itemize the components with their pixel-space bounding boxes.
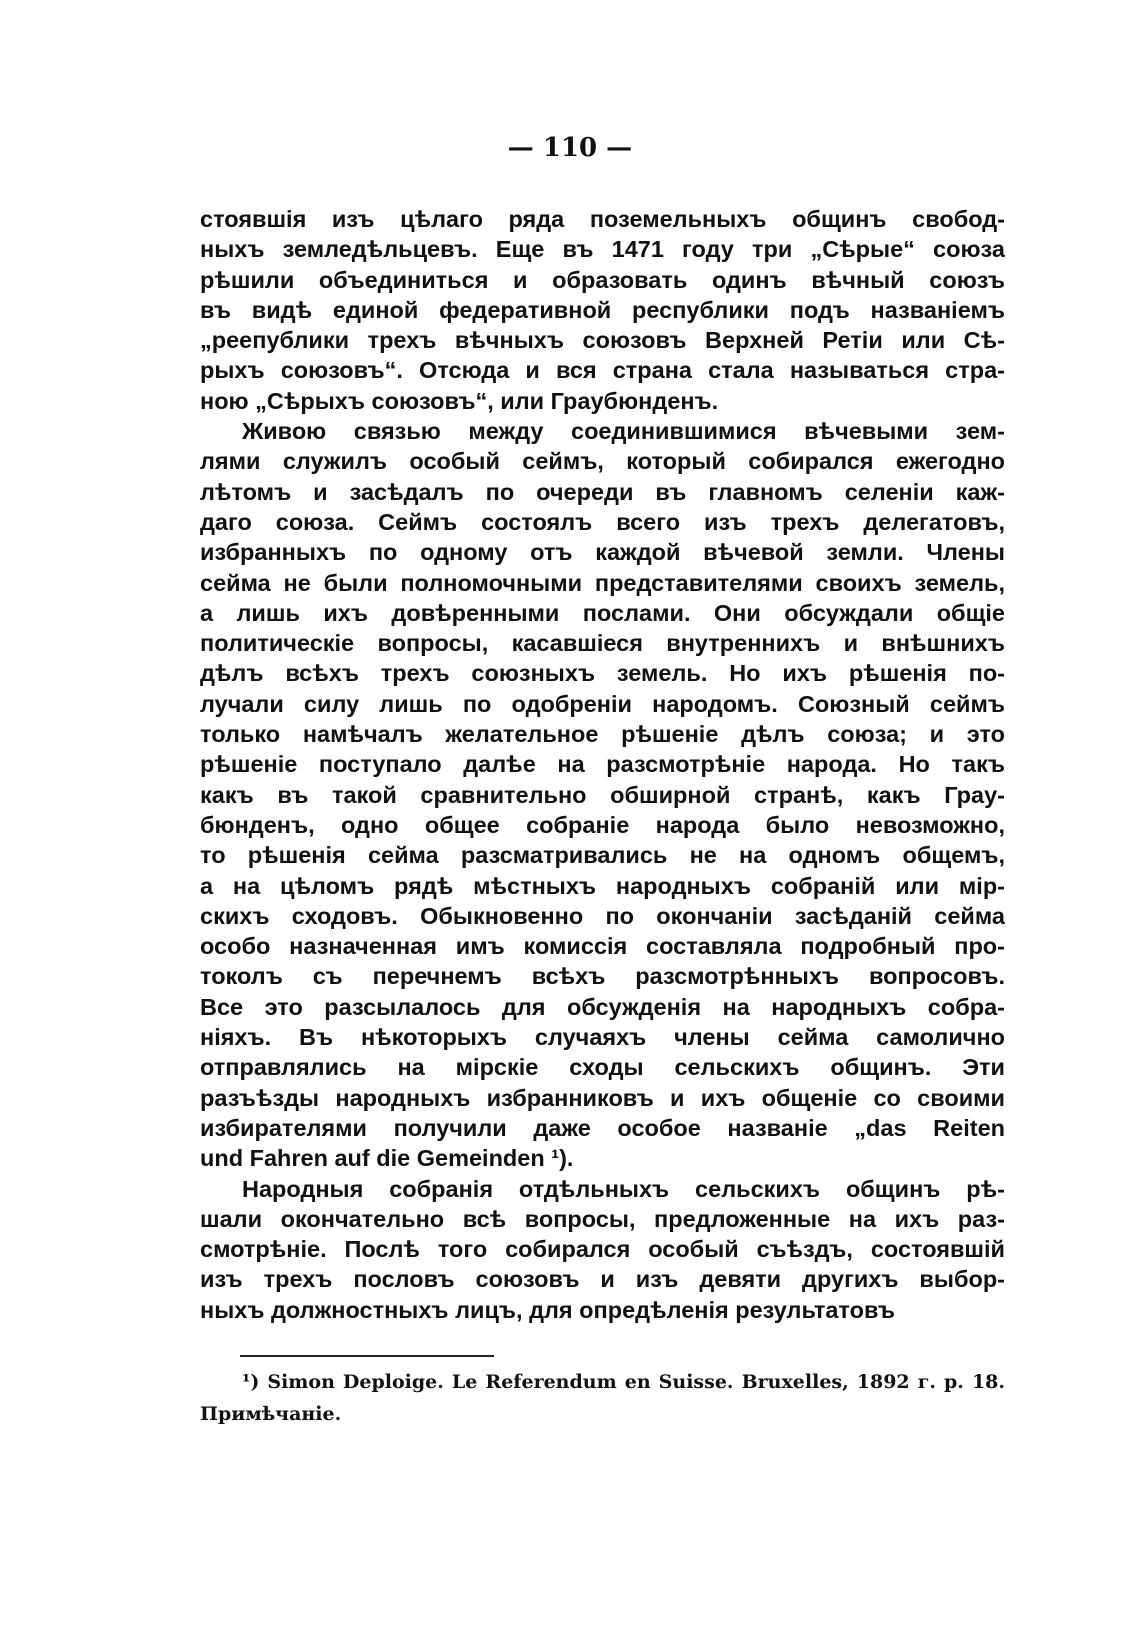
paragraph: [200, 416, 1005, 1173]
text-line: особо назначенная имъ комиссія составляла подробный про-: [200, 933, 1005, 960]
text-line: Все это разсылалось для обсужденія на народныхъ собра-: [200, 993, 1005, 1020]
footnote-line: ¹) Simon Deploige. Le Referendum en Suisse. Bruxelles, 1892 г. p. 18.: [242, 1371, 1005, 1393]
text-line: какъ въ такой сравнительно обширной странѣ, какъ Грау-: [200, 781, 1005, 808]
text-line: лѣтомъ и засѣдалъ по очереди въ главномъ селеніи каж-: [200, 478, 1005, 505]
text-line: лучали силу лишь по одобреніи народомъ. Союзный сеймъ: [200, 690, 1005, 717]
text-line: ныхъ земледѣльцевъ. Еще въ 1471 году три „Сѣрые“ союза: [200, 236, 1005, 263]
text-line: избирателями получили даже особое названіе „das Reiten: [200, 1114, 1005, 1141]
page-number: — 110 —: [507, 133, 633, 163]
footnote: [200, 1366, 1005, 1430]
text-line: даго союза. Сеймъ состоялъ всего изъ трехъ делегатовъ,: [200, 508, 1005, 535]
text-line: рѣшили объединиться и образовать одинъ вѣчный союзъ: [200, 266, 1005, 293]
body-text: [200, 204, 1005, 1325]
text-line: скихъ сходовъ. Обыкновенно по окончаніи засѣданій сейма: [200, 902, 1005, 929]
text-line: а на цѣломъ рядѣ мѣстныхъ народныхъ собраній или мір-: [200, 872, 1005, 899]
text-line: стоявшія изъ цѣлаго ряда поземельныхъ общинъ свобод-: [200, 206, 1005, 232]
text-line: отправлялись на мірскіе сходы сельскихъ общинъ. Эти: [200, 1054, 1005, 1081]
text-line: изъ трехъ пословъ союзовъ и изъ девяти другихъ выбор-: [200, 1266, 1005, 1293]
text-line: въ видѣ единой федеративной республики подъ названіемъ: [200, 296, 1005, 323]
text-line: разъѣзды народныхъ избранниковъ и ихъ общеніе со своими: [200, 1084, 1005, 1111]
text-line: дѣлъ всѣхъ трехъ союзныхъ земель. Но ихъ рѣшенія по-: [200, 660, 1005, 687]
text-line: бюнденъ, одно общее собраніе народа было невозможно,: [200, 811, 1005, 838]
text-line: смотрѣніе. Послѣ того собирался особый съѣздъ, состоявшій: [200, 1236, 1005, 1263]
paragraph: [200, 204, 1005, 416]
text-line: Живою связью между соединившимися вѣчевыми зем-: [242, 418, 1005, 445]
text-line: а лишь ихъ довѣренными послами. Они обсуждали общіе: [200, 599, 1005, 626]
text-line: ныхъ должностныхъ лицъ, для опредѣленія результатовъ: [200, 1296, 895, 1323]
text-line: избранныхъ по одному отъ каждой вѣчевой земли. Члены: [200, 539, 1005, 566]
text-line: то рѣшенія сейма разсматривались не на одномъ общемъ,: [200, 842, 1005, 869]
text-line: политическіе вопросы, касавшіеся внутреннихъ и внѣшнихъ: [200, 630, 1005, 657]
paragraph: [200, 1174, 1005, 1325]
text-line: рыхъ союзовъ“. Отсюда и вся страна стала называться стра-: [200, 357, 1005, 384]
text-line: und Fahren auf die Gemeinden ¹).: [200, 1145, 574, 1172]
footnote-line: Примѣчаніе.: [200, 1403, 342, 1425]
text-line: ною „Сѣрыхъ союзовъ“, или Граубюнденъ.: [200, 387, 719, 414]
text-line: рѣшеніе поступало далѣе на разсмотрѣніе народа. Но такъ: [200, 751, 1005, 778]
text-line: шали окончательно всѣ вопросы, предложенные на ихъ раз-: [200, 1205, 1005, 1232]
text-line: Народныя собранія отдѣльныхъ сельскихъ общинъ рѣ-: [242, 1175, 1005, 1202]
text-line: „реепублики трехъ вѣчныхъ союзовъ Верхней Ретіи или Сѣ-: [200, 327, 1005, 354]
text-line: только намѣчалъ желательное рѣшеніе дѣлъ союза; и это: [200, 721, 1005, 748]
text-line: токолъ съ перечнемъ всѣхъ разсмотрѣнныхъ вопросовъ.: [200, 963, 1005, 990]
footnote-separator: [240, 1355, 494, 1357]
text-line: лями служилъ особый сеймъ, который собирался ежегодно: [200, 448, 1005, 475]
text-line: сейма не были полномочными представителями своихъ земель,: [200, 569, 1005, 596]
text-line: ніяхъ. Въ нѣкоторыхъ случаяхъ члены сейма самолично: [200, 1024, 1005, 1051]
